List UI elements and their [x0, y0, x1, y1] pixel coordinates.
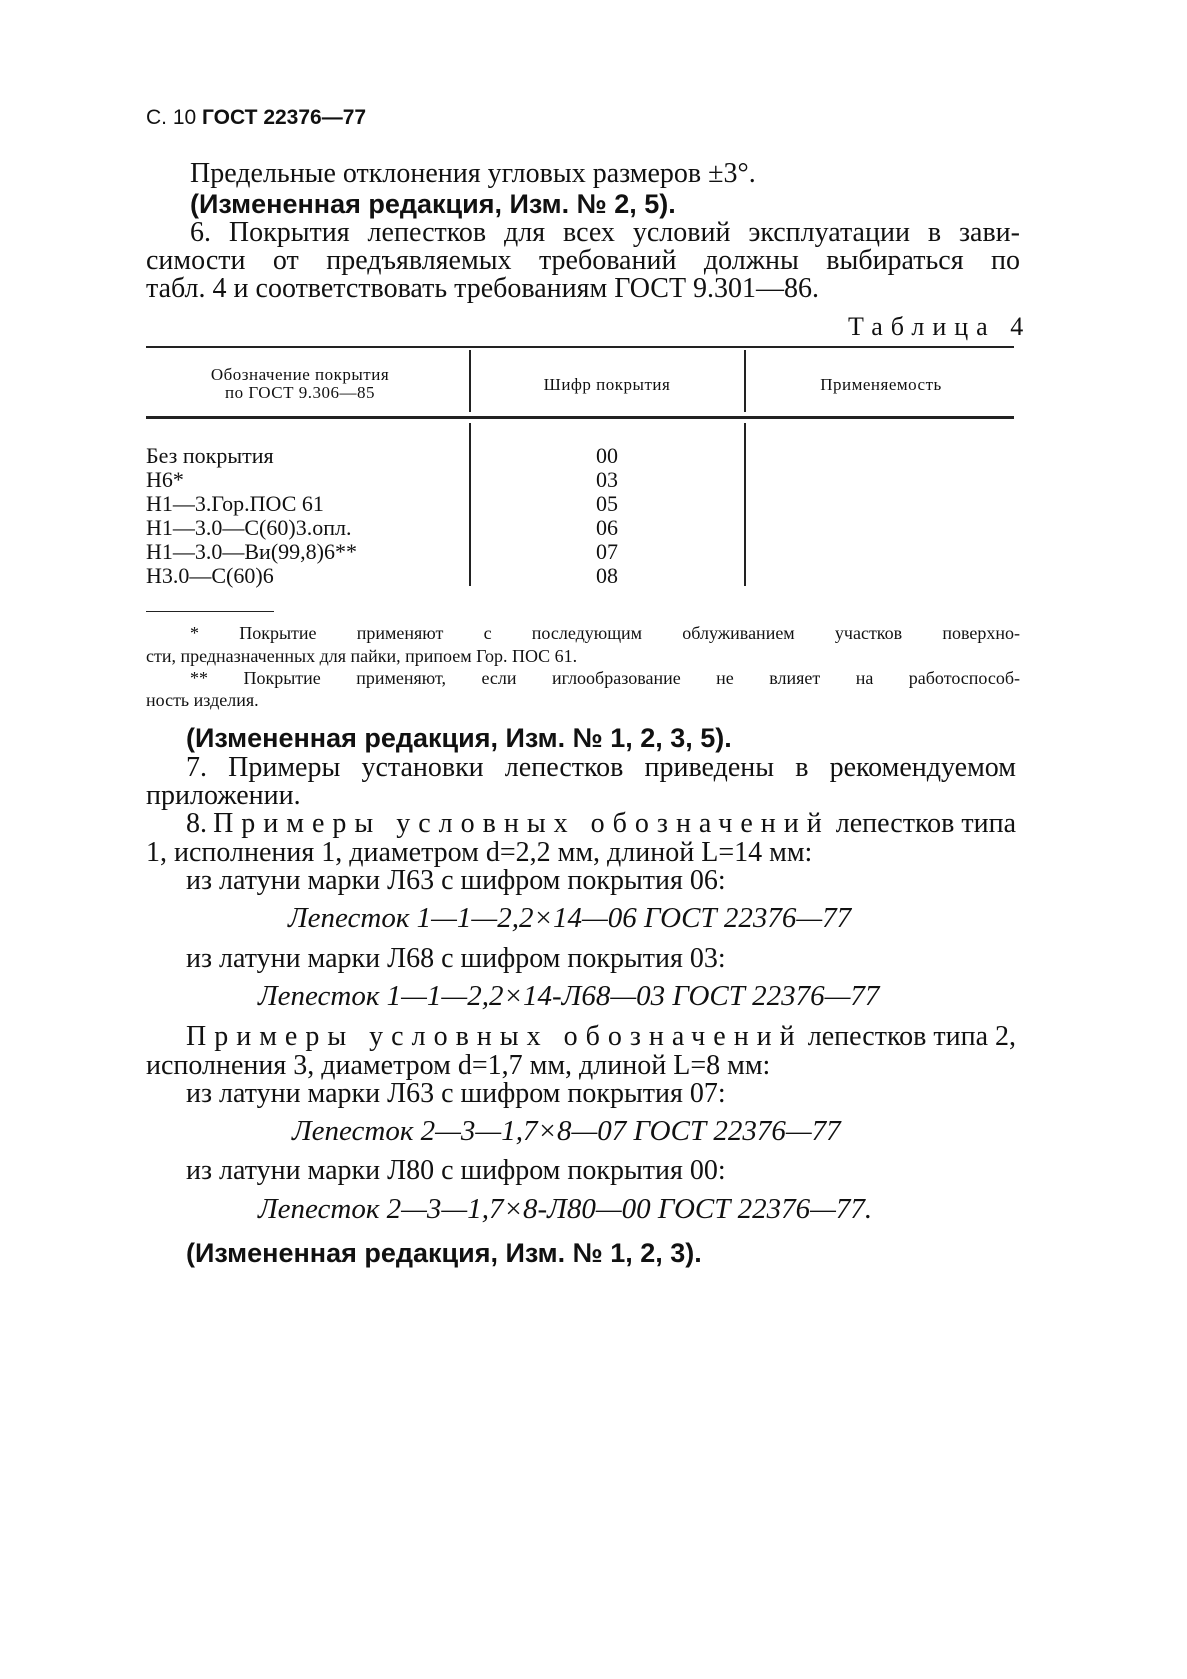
page-number: С. 10 — [146, 106, 197, 129]
table-cell-code: 06 — [596, 515, 618, 540]
paragraph-7-line-1: 7. Примеры установки лепестков приведены в рекомендуемом — [186, 752, 1016, 783]
column-header-code: Шифр покрытия — [543, 375, 671, 394]
table-row: Н1—3.0—Ви(99,8)6** — [146, 539, 357, 564]
footnote-1-line-2: сти, предназначенных для пайки, припоем Гор. ПОС 61. — [146, 646, 578, 666]
table-cell-code: 08 — [596, 563, 618, 588]
amendment-note: (Измененная редакция, Изм. № 1, 2, 3, 5). — [186, 723, 732, 753]
header-divider-1 — [469, 350, 471, 412]
example-3-label: из латуни марки Л63 с шифром покрытия 07: — [186, 1078, 726, 1109]
amendment-note: (Измененная редакция, Изм. № 2, 5). — [190, 189, 676, 219]
footnote-separator — [146, 611, 274, 612]
paragraph-8-line-2: 1, исполнения 1, диаметром d=2,2 мм, длиной L=14 мм: — [146, 837, 813, 868]
table-caption: Таблица 4 — [848, 312, 1032, 341]
table-body-codes — [473, 444, 741, 588]
paragraph-8-part-2-line-1: Примеры условных обозначений лепестков типа 2, — [186, 1021, 1016, 1052]
table-row: Н3.0—С(60)6 — [146, 563, 274, 588]
example-4-designation: Лепесток 2—3—1,7×8-Л80—00 ГОСТ 22376—77. — [258, 1193, 873, 1225]
table-cell-code: 07 — [596, 539, 618, 564]
standard-number: ГОСТ 22376—77 — [202, 106, 367, 129]
page-header — [146, 106, 366, 130]
spaced-emphasis: Примеры условных обозначений — [213, 808, 830, 839]
paragraph-6-line-1: 6. Покрытия лепестков для всех условий эксплуатации в зави- — [190, 217, 1020, 248]
paragraph-8-part-2-line-2: исполнения 3, диаметром d=1,7 мм, длиной L=8 мм: — [146, 1050, 771, 1081]
spaced-emphasis: Примеры условных обозначений — [186, 1021, 803, 1052]
example-2-designation: Лепесток 1—1—2,2×14-Л68—03 ГОСТ 22376—77 — [258, 980, 880, 1012]
column-header-designation: Обозначение покрытия по ГОСТ 9.306—85 — [210, 365, 390, 402]
table-header-rule — [146, 416, 1014, 419]
body-divider-1 — [469, 423, 471, 586]
column-header-applicability: Применяемость — [820, 375, 942, 394]
footnote-2-line-1: ** Покрытие применяют, если иглообразование не влияет на работоспособ- — [190, 668, 1020, 688]
paragraph-8-line-1: 8. Примеры условных обозначений лепестков типа — [186, 808, 1016, 839]
table-cell-code: 03 — [596, 467, 618, 492]
amendment-note: (Измененная редакция, Изм. № 1, 2, 3). — [186, 1238, 702, 1268]
example-3-designation: Лепесток 2—3—1,7×8—07 ГОСТ 22376—77 — [292, 1115, 841, 1147]
table-top-rule — [146, 346, 1014, 348]
footnote-2-line-2: ность изделия. — [146, 690, 259, 710]
example-1-label: из латуни марки Л63 с шифром покрытия 06: — [186, 865, 726, 896]
header-divider-2 — [744, 350, 746, 412]
example-1-designation: Лепесток 1—1—2,2×14—06 ГОСТ 22376—77 — [288, 902, 852, 934]
footnote-1-line-1: * Покрытие применяют с последующим облуживанием участков поверхно- — [190, 623, 1020, 643]
angular-tolerance-text: Предельные отклонения угловых размеров ±3°. — [190, 158, 756, 189]
table-cell-code: 05 — [596, 491, 618, 516]
table-cell-code: 00 — [596, 443, 618, 468]
example-4-label: из латуни марки Л80 с шифром покрытия 00: — [186, 1155, 726, 1186]
table-row: Н1—3.0—С(60)3.опл. — [146, 515, 352, 540]
paragraph-6-line-2: симости от предъявляемых требований должны выбираться по — [146, 245, 1020, 276]
body-divider-2 — [744, 423, 746, 586]
paragraph-6-line-3: табл. 4 и соответствовать требованиям ГОСТ 9.301—86. — [146, 273, 820, 304]
example-2-label: из латуни марки Л68 с шифром покрытия 03: — [186, 943, 726, 974]
table-row: Без покрытия — [146, 443, 274, 468]
table-row: Н1—3.Гор.ПОС 61 — [146, 491, 324, 516]
paragraph-7-line-2: приложении. — [146, 780, 301, 811]
table-body-designations — [146, 444, 357, 588]
table-row: Н6* — [146, 467, 184, 492]
